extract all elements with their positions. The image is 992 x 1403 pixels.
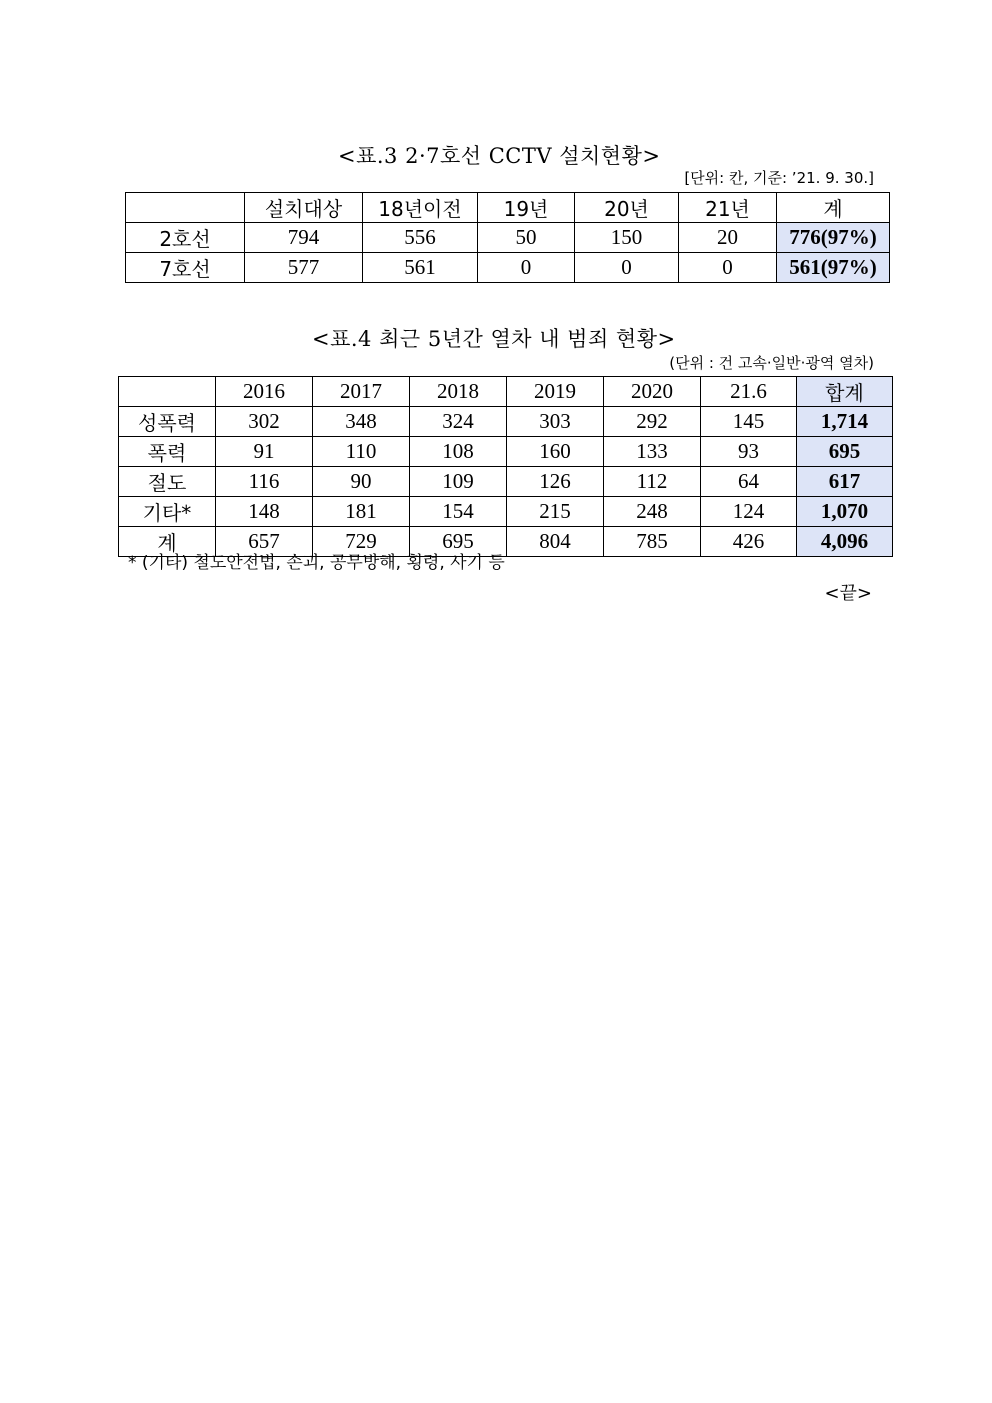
table-cell: 0 bbox=[478, 253, 575, 283]
table4-title: <표.4 최근 5년간 열차 내 범죄 현황> bbox=[312, 327, 676, 351]
table-cell: 785 bbox=[604, 527, 701, 557]
table-cell: 0 bbox=[575, 253, 679, 283]
total-cell: 4,096 bbox=[797, 527, 893, 557]
total-cell: 617 bbox=[797, 467, 893, 497]
table-cell: 657 bbox=[216, 527, 313, 557]
table3-title: <표.3 2·7호선 CCTV 설치현황> bbox=[338, 144, 661, 168]
table4-header-cell: 2020 bbox=[604, 377, 701, 407]
table-cell: 90 bbox=[313, 467, 410, 497]
table-row bbox=[119, 437, 893, 467]
table4-header-cell bbox=[119, 377, 216, 407]
table-cell: 292 bbox=[604, 407, 701, 437]
table-cell: 160 bbox=[507, 437, 604, 467]
table4-footnote: * (기타) 철도안전법, 손괴, 공무방해, 횡령, 사기 등 bbox=[128, 553, 505, 573]
table-row bbox=[126, 253, 890, 283]
table3-header-cell: 18년이전 bbox=[363, 193, 478, 223]
row-label: 2호선 bbox=[126, 223, 245, 253]
row-label: 계 bbox=[119, 527, 216, 557]
total-cell: 776(97%) bbox=[777, 223, 890, 253]
table4-header-cell: 합계 bbox=[797, 377, 893, 407]
row-label: 기타* bbox=[119, 497, 216, 527]
table-cell: 556 bbox=[363, 223, 478, 253]
row-label: 7호선 bbox=[126, 253, 245, 283]
table-row bbox=[126, 223, 890, 253]
table4-header-cell: 2018 bbox=[410, 377, 507, 407]
table-cell: 561 bbox=[363, 253, 478, 283]
table-cell: 695 bbox=[410, 527, 507, 557]
table-cell: 91 bbox=[216, 437, 313, 467]
total-cell: 1,714 bbox=[797, 407, 893, 437]
table-cell: 0 bbox=[679, 253, 777, 283]
table3-header-cell: 20년 bbox=[575, 193, 679, 223]
table-cell: 154 bbox=[410, 497, 507, 527]
table-cell: 348 bbox=[313, 407, 410, 437]
table-cell: 20 bbox=[679, 223, 777, 253]
table4-header-cell: 21.6 bbox=[701, 377, 797, 407]
table-cell: 110 bbox=[313, 437, 410, 467]
table-row bbox=[119, 467, 893, 497]
total-cell: 561(97%) bbox=[777, 253, 890, 283]
row-label: 폭력 bbox=[119, 437, 216, 467]
table-row bbox=[119, 497, 893, 527]
table3-header-cell bbox=[126, 193, 245, 223]
table-cell: 93 bbox=[701, 437, 797, 467]
table3-header-cell: 계 bbox=[777, 193, 890, 223]
table-cell: 133 bbox=[604, 437, 701, 467]
table-cell: 302 bbox=[216, 407, 313, 437]
table3-unit: [단위: 칸, 기준: ’21. 9. 30.] bbox=[684, 169, 874, 187]
total-cell: 695 bbox=[797, 437, 893, 467]
table-cell: 148 bbox=[216, 497, 313, 527]
table-row bbox=[119, 407, 893, 437]
table-cell: 181 bbox=[313, 497, 410, 527]
table-cell: 303 bbox=[507, 407, 604, 437]
table-cell: 124 bbox=[701, 497, 797, 527]
table-cell: 64 bbox=[701, 467, 797, 497]
row-label: 절도 bbox=[119, 467, 216, 497]
table-cell: 729 bbox=[313, 527, 410, 557]
table-cell: 126 bbox=[507, 467, 604, 497]
table-cell: 109 bbox=[410, 467, 507, 497]
table4-header-cell: 2017 bbox=[313, 377, 410, 407]
table-cell: 248 bbox=[604, 497, 701, 527]
table-cell: 145 bbox=[701, 407, 797, 437]
table-cell: 112 bbox=[604, 467, 701, 497]
table-cell: 426 bbox=[701, 527, 797, 557]
table-cell: 150 bbox=[575, 223, 679, 253]
table4-header-cell: 2016 bbox=[216, 377, 313, 407]
table4 bbox=[118, 376, 893, 557]
table-cell: 324 bbox=[410, 407, 507, 437]
table4-unit: (단위 : 건 고속·일반·광역 열차) bbox=[669, 354, 874, 372]
table4-header-row bbox=[119, 377, 893, 407]
table-cell: 804 bbox=[507, 527, 604, 557]
table-cell: 116 bbox=[216, 467, 313, 497]
table3-header-row bbox=[126, 193, 890, 223]
table3-header-cell: 설치대상 bbox=[245, 193, 363, 223]
table-cell: 108 bbox=[410, 437, 507, 467]
row-label: 성폭력 bbox=[119, 407, 216, 437]
end-mark: <끝> bbox=[824, 583, 872, 604]
table3 bbox=[125, 192, 890, 283]
table3-header-cell: 21년 bbox=[679, 193, 777, 223]
table3-header-cell: 19년 bbox=[478, 193, 575, 223]
table-cell: 50 bbox=[478, 223, 575, 253]
total-cell: 1,070 bbox=[797, 497, 893, 527]
table-cell: 215 bbox=[507, 497, 604, 527]
table-cell: 794 bbox=[245, 223, 363, 253]
table4-header-cell: 2019 bbox=[507, 377, 604, 407]
table-cell: 577 bbox=[245, 253, 363, 283]
